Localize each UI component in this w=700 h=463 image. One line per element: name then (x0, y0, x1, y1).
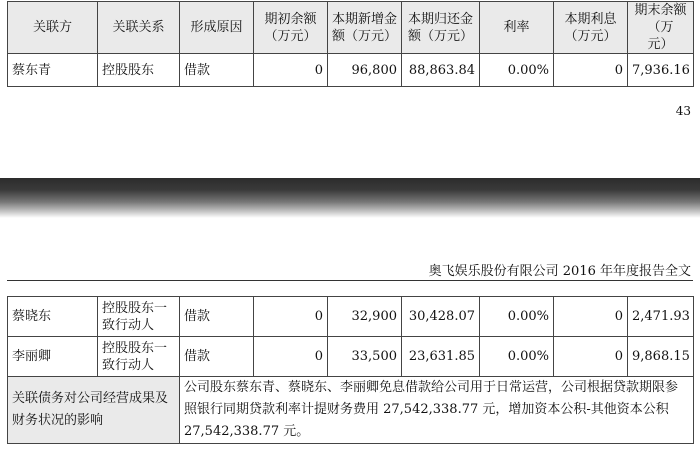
col-header-repaid: 本期归还金 额（万元） (402, 2, 480, 54)
col-header-added: 本期新增金 额（万元） (328, 2, 402, 54)
cell-relation: 控股股东一 致行动人 (98, 297, 180, 337)
cell-closing: 9,868.15 (628, 337, 694, 377)
header-rule (7, 280, 693, 281)
cell-rate: 0.00% (480, 337, 554, 377)
table-row (8, 337, 694, 377)
page-number: 43 (675, 104, 691, 118)
col-header-closing: 期末余额（万 元） (628, 2, 694, 54)
cell-reason: 借款 (180, 337, 254, 377)
cell-added: 32,900 (328, 297, 402, 337)
cell-closing: 2,471.93 (628, 297, 694, 337)
cell-relation: 控股股东 (98, 54, 180, 87)
report-running-header: 奥飞娱乐股份有限公司 2016 年年度报告全文 (428, 264, 691, 279)
impact-row (8, 377, 694, 444)
col-header-party: 关联方 (8, 2, 98, 54)
cell-added: 33,500 (328, 337, 402, 377)
col-header-interest: 本期利息 （万元） (554, 2, 628, 54)
cell-interest: 0 (554, 337, 628, 377)
cell-party: 蔡东青 (8, 54, 98, 87)
col-header-rate: 利率 (480, 2, 554, 54)
cell-reason: 借款 (180, 54, 254, 87)
related-debt-table-top (7, 1, 694, 87)
impact-label: 关联债务对公司经营成果及财务状况的影响 (8, 377, 180, 444)
cell-added: 96,800 (328, 54, 402, 87)
impact-text: 公司股东蔡东青、蔡晓东、李丽卿免息借款给公司用于日常运营，公司根据贷款期限参照银行同期贷款利率计提财务费用 27,542,338.77 元，增加资本公积-其他资本公积 27,542,338.77 元。 (180, 377, 694, 444)
cell-repaid: 88,863.84 (402, 54, 480, 87)
cell-interest: 0 (554, 54, 628, 87)
cell-repaid: 30,428.07 (402, 297, 480, 337)
related-debt-table-continued (7, 296, 694, 444)
cell-interest: 0 (554, 297, 628, 337)
table-header-row (8, 2, 694, 54)
col-header-reason: 形成原因 (180, 2, 254, 54)
table-row (8, 54, 694, 87)
page-break-shadow (0, 178, 700, 218)
cell-rate: 0.00% (480, 54, 554, 87)
cell-rate: 0.00% (480, 297, 554, 337)
cell-repaid: 23,631.85 (402, 337, 480, 377)
cell-opening: 0 (254, 337, 328, 377)
cell-opening: 0 (254, 54, 328, 87)
cell-reason: 借款 (180, 297, 254, 337)
cell-party: 李丽卿 (8, 337, 98, 377)
cell-party: 蔡晓东 (8, 297, 98, 337)
cell-relation: 控股股东一 致行动人 (98, 337, 180, 377)
cell-closing: 7,936.16 (628, 54, 694, 87)
col-header-opening: 期初余额 （万元） (254, 2, 328, 54)
cell-opening: 0 (254, 297, 328, 337)
col-header-relation: 关联关系 (98, 2, 180, 54)
table-row (8, 297, 694, 337)
